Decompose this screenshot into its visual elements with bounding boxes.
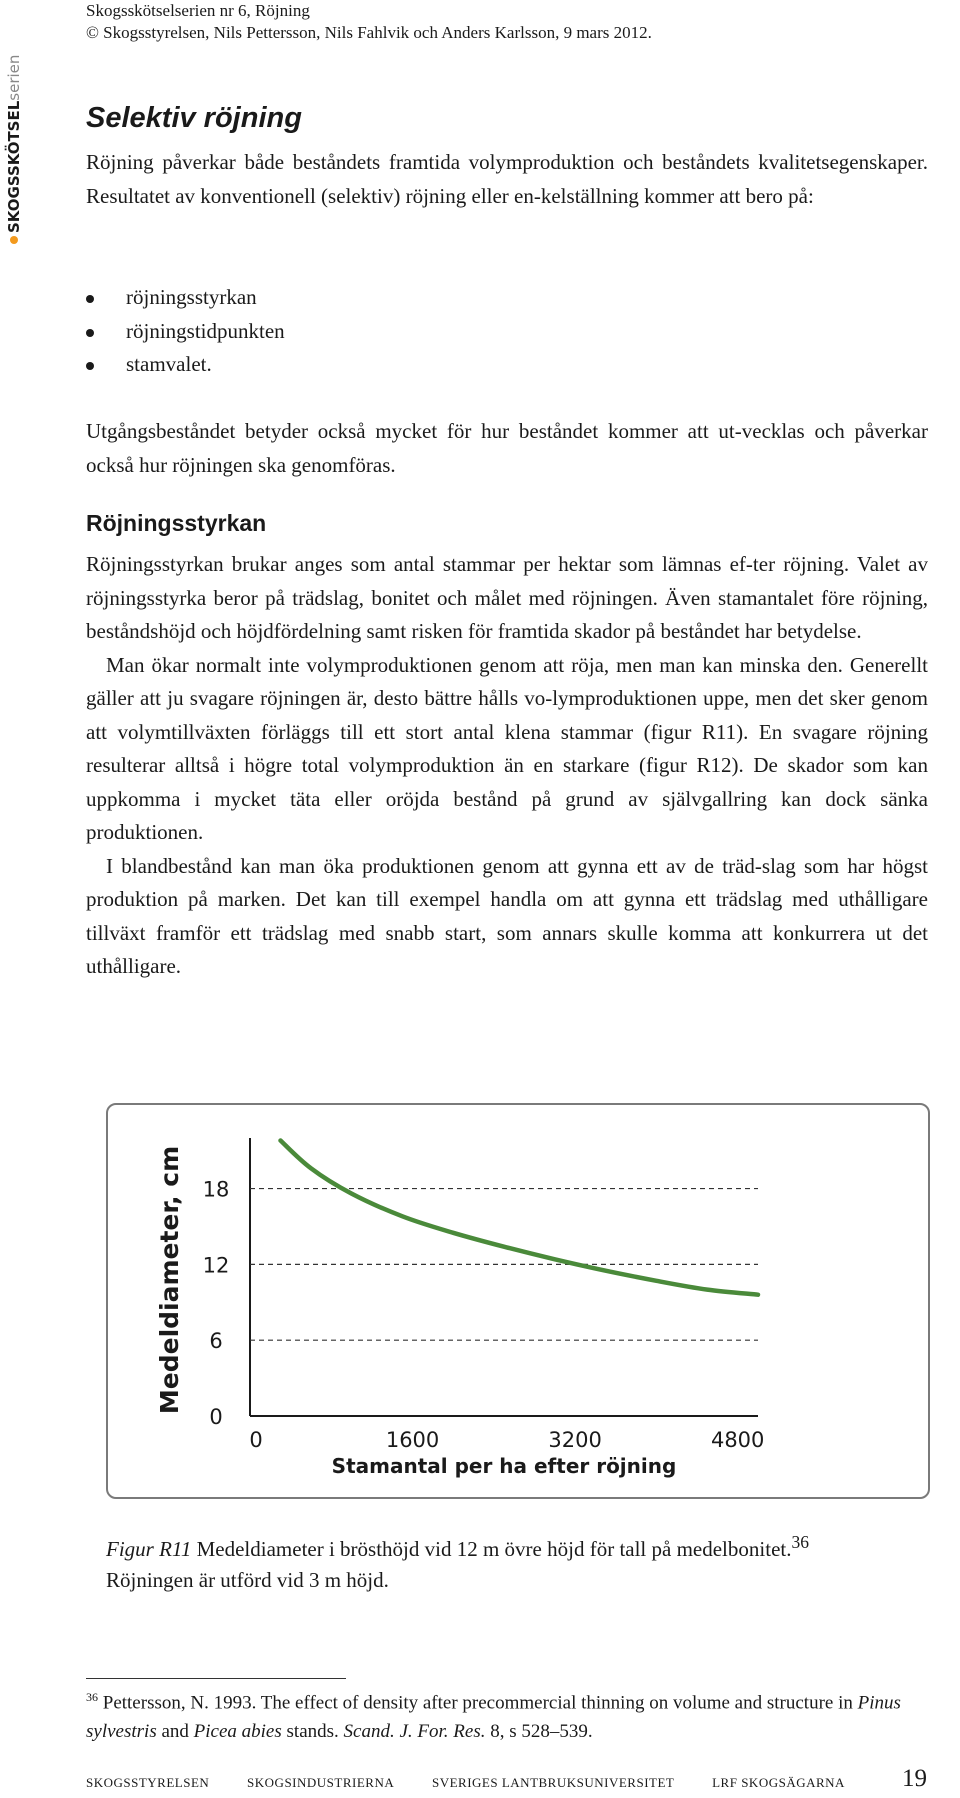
- subsection-title-wrap: [86, 510, 928, 537]
- y-tick-label: 12: [202, 1253, 230, 1278]
- footnote-species-2: Picea abies: [193, 1721, 282, 1743]
- copyright-line: © Skogsstyrelsen, Nils Pettersson, Nils Fahlvik och Anders Karlsson, 9 mars 2012.: [86, 23, 652, 42]
- footnote-text: stands.: [281, 1721, 344, 1743]
- subsection-body: [86, 548, 928, 984]
- intro-paragraph: Röjning påverkar både beståndets framtida volymproduktion och beståndets kvalitetsegenskaper. Resultatet av konventionell (selektiv) röjning eller en-kelställning kommer att bero på:: [86, 150, 928, 208]
- caption-text-2: Röjningen är utförd vid 3 m höjd.: [106, 1568, 389, 1592]
- y-tick-label: 0: [209, 1405, 223, 1429]
- footnote-divider: [86, 1678, 346, 1679]
- footnote-text: Pettersson, N. 1993. The effect of density after precommercial thinning on volume and structure in: [98, 1692, 858, 1714]
- paragraph-1: Röjningsstyrkan brukar anges som antal stammar per hektar som lämnas ef-ter röjning. Valet av röjningsstyrka beror på trädslag, bonitet och målet med röjningen. Även stamantalet före röjning, beståndshöjd och höjdfördelning samt risken för framtida skador på beståndet har betydelse.: [86, 552, 928, 643]
- y-tick-label: 6: [209, 1329, 223, 1354]
- x-tick-label: 4800: [710, 1428, 765, 1452]
- bullet-list: [86, 281, 928, 382]
- footnote-text: 8, s 528–539.: [485, 1721, 593, 1743]
- paragraph-3: I blandbestånd kan man öka produktionen genom att gynna ett av de träd-slag som har högst produktion på marken. Det kan till exempel handla om att gynna ett trädslag med uthålligare tillväxt framför ett trädslag med snabb start, som annars skulle komma att konkurrera ut det uthålligare.: [86, 853, 928, 978]
- section-title-wrap: [86, 102, 928, 135]
- caption-ref: 36: [791, 1532, 809, 1552]
- footer-item: SKOGSSTYRELSEN: [86, 1775, 210, 1790]
- page-footer: [86, 1775, 879, 1791]
- brand-suffix: serien: [5, 54, 23, 101]
- x-tick-label: 0: [249, 1428, 263, 1452]
- list-item: stamvalet.: [86, 348, 928, 382]
- after-wrap: [86, 415, 928, 482]
- brand-logo: [2, 46, 26, 246]
- footnote-text: and: [156, 1721, 194, 1743]
- x-tick-label: 3200: [548, 1428, 602, 1452]
- brand-name: SKOGSSKÖTSEL: [5, 100, 23, 233]
- series-title: Skogsskötselserien nr 6, Röjning: [86, 1, 310, 20]
- intro-wrap: [86, 146, 928, 213]
- svg-text:SKOGSSKÖTSELserien: [4, 55, 23, 233]
- subsection-title: Röjningsstyrkan: [86, 510, 267, 536]
- section-title: Selektiv röjning: [86, 102, 302, 134]
- chart: [108, 1105, 928, 1497]
- figure-caption: [106, 1527, 876, 1596]
- page-number: 19: [902, 1765, 927, 1792]
- page-header: [86, 0, 652, 44]
- footer-item: LRF SKOGSÄGARNA: [712, 1775, 845, 1790]
- footnote: [86, 1683, 928, 1746]
- y-axis-label: Medeldiameter, cm: [155, 1145, 184, 1415]
- caption-text: Medeldiameter i brösthöjd vid 12 m övre höjd för tall på medelbonitet.: [191, 1537, 792, 1561]
- brand-dot-icon: [10, 236, 18, 244]
- bullet-list-wrap: [86, 281, 928, 382]
- after-paragraph: Utgångsbeståndet betyder också mycket för hur beståndet kommer att ut-vecklas och påverkar också hur röjningen ska genomföras.: [86, 419, 928, 477]
- chart-frame: [106, 1103, 930, 1499]
- paragraph-2: Man ökar normalt inte volymproduktionen genom att röja, men man kan minska den. Generellt gäller att ju svagare röjningen är, desto bättre hålls vo-lymproduktionen uppe, men det sker genom att volymtillväxten förläggs till ett stort antal klena stammar (figur R11). En svagare röjning resulterar alltså i högre total volymproduktion än en starkare (figur R12). De skador som kan uppkomma i mycket täta eller oröjda bestånd på grund av självgallring kan dock sänka produktionen.: [86, 652, 928, 844]
- footnote-number: 36: [86, 1690, 98, 1704]
- list-item: röjningstidpunkten: [86, 315, 928, 349]
- footer-item: SVERIGES LANTBRUKSUNIVERSITET: [431, 1775, 675, 1790]
- y-tick-label: 18: [202, 1177, 230, 1202]
- footnote-species-1: Pinus sylvestris: [86, 1692, 901, 1743]
- footnote-journal: Scand. J. For. Res.: [343, 1721, 486, 1743]
- caption-label: Figur R11: [106, 1537, 192, 1561]
- series-line: [281, 1141, 759, 1295]
- x-tick-label: 1600: [385, 1428, 440, 1452]
- footer-item: SKOGSINDUSTRIERNA: [247, 1775, 395, 1790]
- list-item: röjningsstyrkan: [86, 281, 928, 315]
- x-axis-label: Stamantal per ha efter röjning: [331, 1454, 677, 1478]
